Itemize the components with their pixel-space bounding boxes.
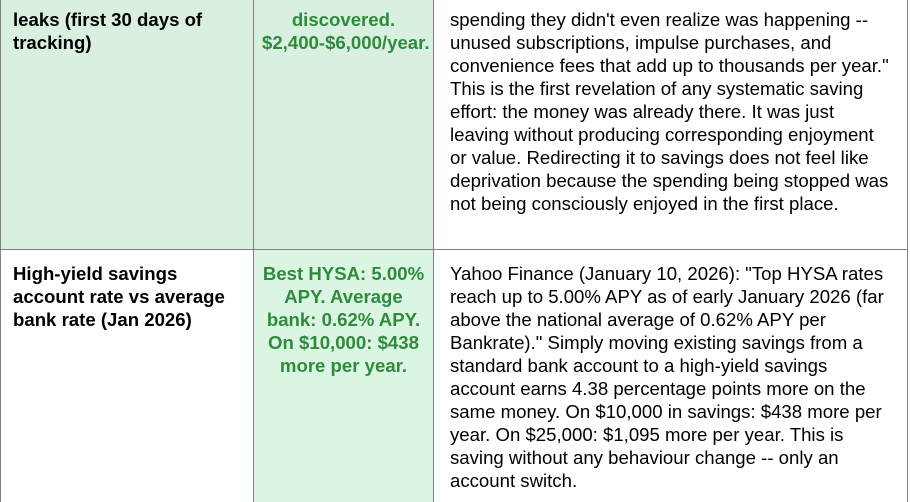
row-figure: Best HYSA: 5.00% APY. Average bank: 0.62% APY. On $10,000: $438 more per year. bbox=[254, 250, 434, 502]
table-row bbox=[1, 0, 908, 250]
table-row bbox=[1, 250, 908, 502]
row-label: High-yield savings account rate vs average bank rate (Jan 2026) bbox=[1, 250, 254, 502]
row-label: leaks (first 30 days of tracking) bbox=[1, 0, 254, 250]
row-detail: spending they didn't even realize was happening -- unused subscriptions, impulse purchases, and convenience fees that add up to thousands per year." This is the first revelation of any systematic saving effort: the money was already there. It was just leaving without producing corresponding enjoyment or value. Redirecting it to savings does not feel like deprivation because the spending being stopped was not being consciously enjoyed in the first place. bbox=[434, 0, 908, 250]
row-figure: discovered. $2,400-$6,000/year. bbox=[254, 0, 434, 250]
row-detail: Yahoo Finance (January 10, 2026): "Top HYSA rates reach up to 5.00% APY as of early January 2026 (far above the national average of 0.62% APY per Bankrate)." Simply moving existing savings from a standard bank account to a high-yield savings account earns 4.38 percentage points more on the same money. On $10,000 in savings: $438 more per year. On $25,000: $1,095 more per year. This is saving without any behaviour change -- only an account switch. bbox=[434, 250, 908, 502]
